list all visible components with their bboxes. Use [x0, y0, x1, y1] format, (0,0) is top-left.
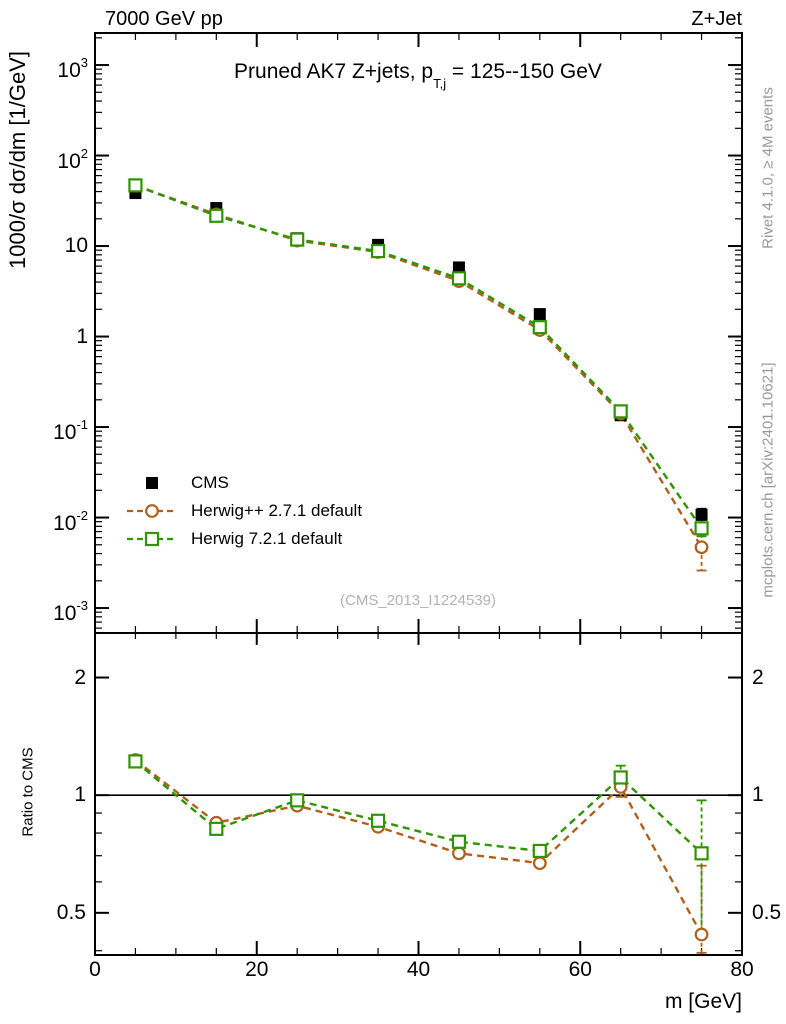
marker-open-square — [129, 179, 141, 191]
marker-filled-square — [534, 308, 546, 320]
y-tick-label-top: $10^{-3}$ — [53, 598, 88, 626]
x-tick-label: 60 — [568, 958, 592, 981]
herwigpp-marker-icon — [125, 499, 179, 523]
marker-open-square — [615, 771, 627, 783]
legend-item-herwigpp — [125, 497, 362, 525]
marker-open-square — [210, 210, 222, 222]
marker-open-square — [210, 823, 222, 835]
marker-open-square — [291, 234, 303, 246]
marker-open-square — [534, 845, 546, 857]
marker-open-square — [291, 794, 303, 806]
marker-open-square — [453, 272, 465, 284]
bottom-panel-border — [95, 633, 742, 955]
herwig7-marker-icon — [125, 527, 179, 551]
x-tick-label: 40 — [406, 958, 431, 981]
y-tick-label-bottom-right: 0.5 — [752, 900, 782, 924]
marker-open-circle — [453, 848, 465, 860]
x-tick-label: 0 — [89, 958, 101, 981]
mcplots-arxiv-note: mcplots.cern.ch [arXiv:2401.10621] — [759, 362, 777, 598]
x-tick-label: 80 — [730, 958, 754, 981]
marker-open-square — [696, 847, 708, 859]
marker-open-square — [534, 321, 546, 333]
y-axis-title-bottom: Ratio to CMS — [19, 747, 37, 837]
y-tick-label-top: $10^2$ — [57, 145, 88, 173]
y-tick-label-top: 1 — [76, 324, 88, 348]
plot-title-post: = 125--150 GeV — [446, 60, 602, 83]
y-tick-label-top: $10^{-2}$ — [53, 507, 88, 535]
y-tick-label-top: 10 — [64, 234, 88, 258]
marker-filled-square — [696, 509, 708, 521]
cms-marker-icon — [125, 471, 179, 495]
legend-open-square — [146, 533, 158, 545]
marker-open-circle — [534, 857, 546, 869]
marker-open-square — [615, 405, 627, 417]
plot-title-pre: Pruned AK7 Z+jets, p — [234, 60, 434, 83]
marker-open-square — [372, 815, 384, 827]
marker-open-circle — [696, 929, 708, 941]
y-tick-label-bottom-left: 2 — [74, 665, 86, 689]
plot-title-sub: T,j — [433, 76, 447, 92]
legend-label-herwigpp: Herwig++ 2.7.1 default — [191, 501, 363, 520]
marker-open-square — [129, 755, 141, 767]
y-tick-label-top: $10^{-1}$ — [53, 417, 88, 445]
y-tick-label-bottom-right: 1 — [752, 783, 764, 807]
marker-open-square — [453, 836, 465, 848]
header-process-label: Z+Jet — [691, 8, 742, 30]
x-axis-title: m [GeV] — [664, 990, 742, 1013]
y-axis-title-top: 1000/σ dσ/dm [1/GeV] — [5, 51, 30, 269]
legend-filled-square — [146, 477, 158, 489]
marker-open-square — [696, 522, 708, 534]
legend-item-cms — [125, 469, 362, 497]
legend-label-cms: CMS — [191, 473, 229, 492]
header-beam-label: 7000 GeV pp — [105, 8, 223, 30]
y-tick-label-bottom-left: 1 — [74, 783, 86, 807]
plot-title — [234, 60, 602, 92]
legend-open-circle — [146, 505, 158, 517]
y-tick-label-bottom-left: 0.5 — [56, 900, 86, 924]
rivet-version-note: Rivet 4.1.0, ≥ 4M events — [759, 87, 777, 249]
y-tick-label-bottom-right: 2 — [752, 665, 764, 689]
legend-label-herwig7: Herwig 7.2.1 default — [191, 529, 343, 548]
analysis-id-watermark: (CMS_2013_I1224539) — [340, 592, 496, 609]
x-tick-label: 20 — [245, 958, 269, 981]
marker-open-square — [372, 245, 384, 257]
legend-item-herwig7 — [125, 525, 362, 553]
y-tick-label-top: $10^3$ — [57, 55, 88, 83]
legend — [125, 469, 362, 553]
marker-open-circle — [696, 541, 708, 553]
